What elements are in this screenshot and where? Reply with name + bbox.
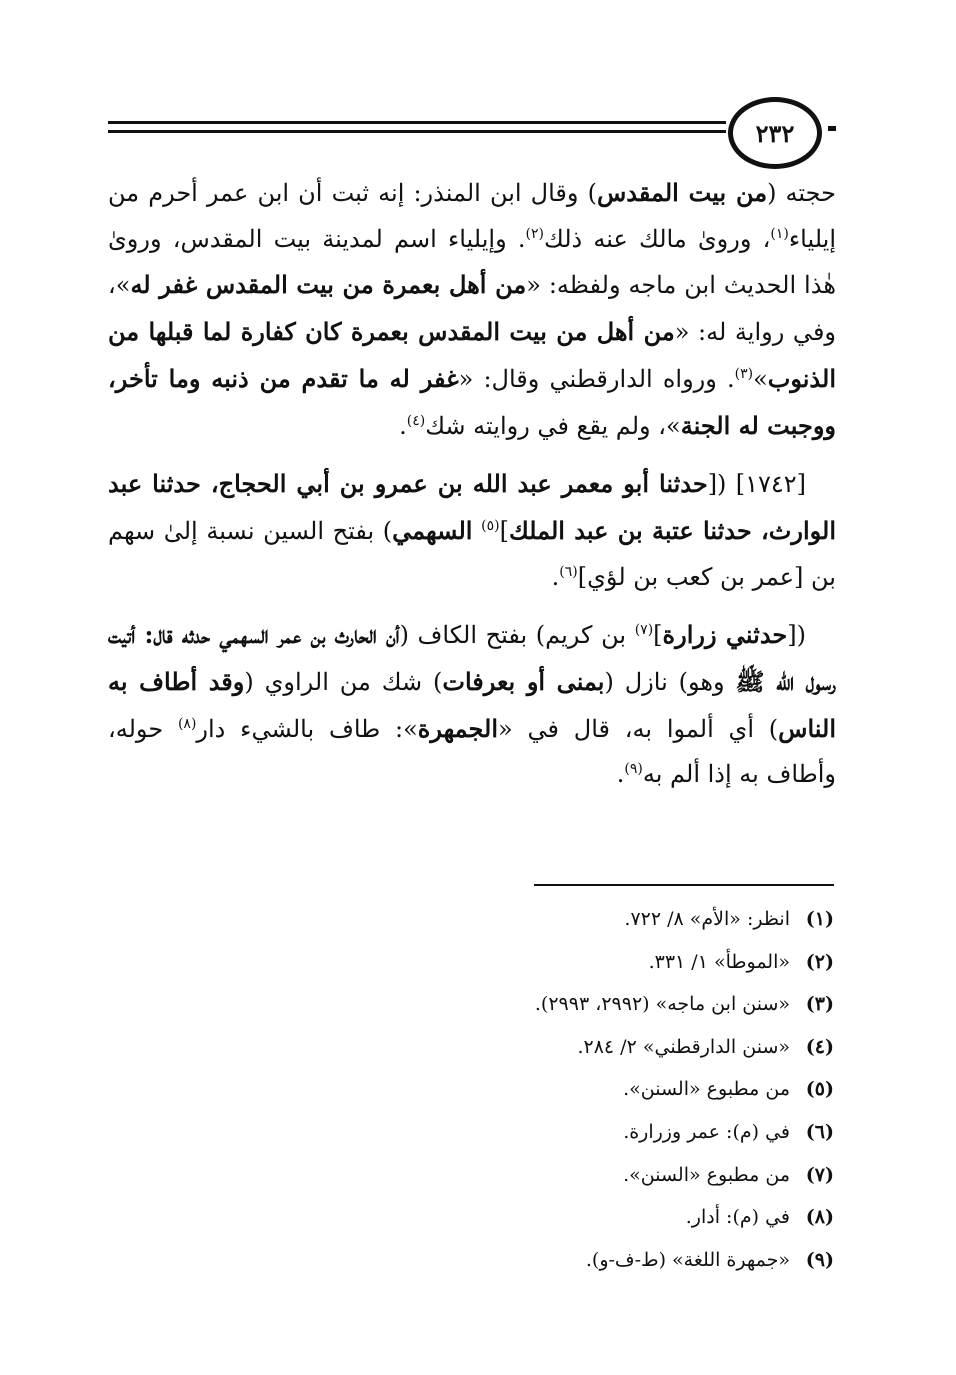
footnote-text: «سنن الدارقطني» ٢/ ٢٨٤. bbox=[577, 1035, 790, 1058]
footnote-text: في (م): أدار. bbox=[685, 1206, 790, 1229]
footnote-text: انظر: «الأم» ٨/ ٧٢٢. bbox=[624, 908, 790, 930]
text-run: حوله، وأطاف به إذا ألم به bbox=[108, 714, 836, 789]
footnotes bbox=[300, 898, 834, 1281]
bold-text: السهمي bbox=[392, 515, 473, 545]
text-run: ([ bbox=[787, 621, 806, 650]
footnote-marker: (٦) bbox=[559, 563, 578, 580]
footnote-text: «سنن ابن ماجه» (٢٩٩٢، ٢٩٩٣). bbox=[534, 993, 790, 1016]
bold-text: حدثني زرارة bbox=[662, 620, 788, 650]
bold-text: غفر له ما تقدم من ذنبه وما تأخر، ووجبت له الجنة bbox=[108, 363, 836, 440]
footnote-number: (٤) bbox=[805, 1035, 834, 1058]
text-run: »، ولم يقع في روايته شك bbox=[425, 411, 681, 440]
text-run: ] bbox=[653, 621, 663, 650]
bold-text: حدثنا أبو معمر عبد الله بن عمرو بن أبي الحجاج، حدثنا عبد الوارث، حدثنا عتبة بن عبد الملك bbox=[108, 469, 837, 545]
footnote-text: «الموطأ» ١/ ٣٣١. bbox=[648, 950, 790, 973]
bold-text: وقد أطاف به الناس bbox=[108, 667, 836, 743]
footnote bbox=[300, 941, 834, 984]
text-run: ) بفتح السين نسبة إلىٰ سهم بن [عمر بن كعب بن لؤي] bbox=[108, 516, 836, 591]
text-run: ) شك من الراوي ( bbox=[244, 668, 443, 697]
text-run: [١٧٤٢] ([ bbox=[707, 470, 807, 499]
text-run bbox=[472, 517, 481, 545]
text-run: »، وفي رواية له: « bbox=[108, 271, 836, 347]
footnote-marker: (٥) bbox=[481, 517, 500, 534]
text-run: . bbox=[551, 562, 560, 591]
footnote bbox=[300, 1026, 834, 1069]
paragraph bbox=[108, 461, 836, 600]
footnote-marker: (١) bbox=[770, 225, 789, 242]
footnote-marker: (٩) bbox=[624, 761, 643, 778]
footnote-number: (٢) bbox=[805, 950, 834, 973]
bold-text: من أهل بعمرة من بيت المقدس غفر له bbox=[130, 270, 527, 300]
footnote-text: «جمهرة اللغة» (ط-ف-و). bbox=[585, 1248, 790, 1271]
text-run: بن كريم) بفتح الكاف ( bbox=[399, 621, 635, 650]
footnote-number: (٩) bbox=[805, 1248, 834, 1271]
paragraph bbox=[108, 170, 836, 449]
footnote bbox=[300, 898, 834, 941]
header-rule-top bbox=[108, 121, 726, 124]
bold-text: الجمهرة bbox=[417, 713, 499, 743]
page-header bbox=[108, 97, 836, 167]
text-run: ) وقال ابن المنذر: إنه ثبت أن ابن عمر أحرم من إيلياء bbox=[108, 179, 836, 253]
footnote bbox=[300, 1154, 834, 1197]
text-run: . ورواه الدارقطني وقال: « bbox=[458, 364, 735, 393]
footnote-text: من مطبوع «السنن». bbox=[623, 1163, 790, 1186]
footnote bbox=[300, 983, 834, 1026]
text-run: »: طاف بالشيء دار bbox=[196, 714, 418, 743]
paragraph bbox=[108, 612, 836, 798]
footnote-number: (١) bbox=[805, 908, 834, 930]
main-text bbox=[108, 170, 836, 798]
bold-text: من بيت المقدس bbox=[596, 178, 768, 207]
bold-text: أن الحارث بن عمر السهمي حدثه قال: أتيت رسول الله ﷺ bbox=[108, 620, 837, 697]
page-number: ٢٣٢ bbox=[728, 97, 822, 169]
text-run: ] bbox=[499, 516, 509, 545]
footnote-number: (٦) bbox=[805, 1120, 834, 1143]
footnote-number: (٣) bbox=[805, 993, 834, 1016]
text-run: حجته ( bbox=[767, 179, 836, 207]
text-run: . bbox=[616, 760, 625, 789]
bold-text: بمنى أو بعرفات bbox=[442, 667, 605, 697]
footnote-number: (٥) bbox=[805, 1078, 834, 1101]
footnote-text: في (م): عمر وزرارة. bbox=[623, 1120, 790, 1143]
text-run: ، ورویٰ مالك عنه ذلك bbox=[543, 224, 771, 253]
header-rule-tail bbox=[828, 126, 836, 131]
footnote bbox=[300, 1068, 834, 1111]
footnote-marker: (٤) bbox=[406, 412, 426, 429]
footnote bbox=[300, 1111, 834, 1154]
footnote-separator bbox=[534, 884, 834, 886]
footnote-marker: (٢) bbox=[525, 225, 544, 242]
text-run: . وإيلياء اسم لمدينة بيت المقدس، ورویٰ هٰذا الحديث ابن ماجه ولفظه: « bbox=[108, 224, 836, 300]
text-run: ) أي ألموا به، قال في « bbox=[498, 714, 779, 743]
footnote-text: من مطبوع «السنن». bbox=[623, 1078, 790, 1101]
text-run: » bbox=[753, 364, 768, 393]
footnote-marker: (٧) bbox=[634, 622, 654, 639]
text-run: . bbox=[399, 411, 407, 440]
footnote-marker: (٨) bbox=[177, 715, 197, 732]
header-rule-bottom bbox=[108, 130, 726, 133]
footnote bbox=[300, 1239, 834, 1282]
footnote-number: (٨) bbox=[805, 1206, 834, 1229]
footnote-number: (٧) bbox=[805, 1163, 834, 1186]
footnote-marker: (٣) bbox=[734, 365, 754, 382]
bold-text: من أهل من بيت المقدس بعمرة كان كفارة لما قبلها من الذنوب bbox=[108, 317, 836, 393]
text-run: وهو) نازل ( bbox=[604, 668, 736, 697]
footnote bbox=[300, 1196, 834, 1239]
